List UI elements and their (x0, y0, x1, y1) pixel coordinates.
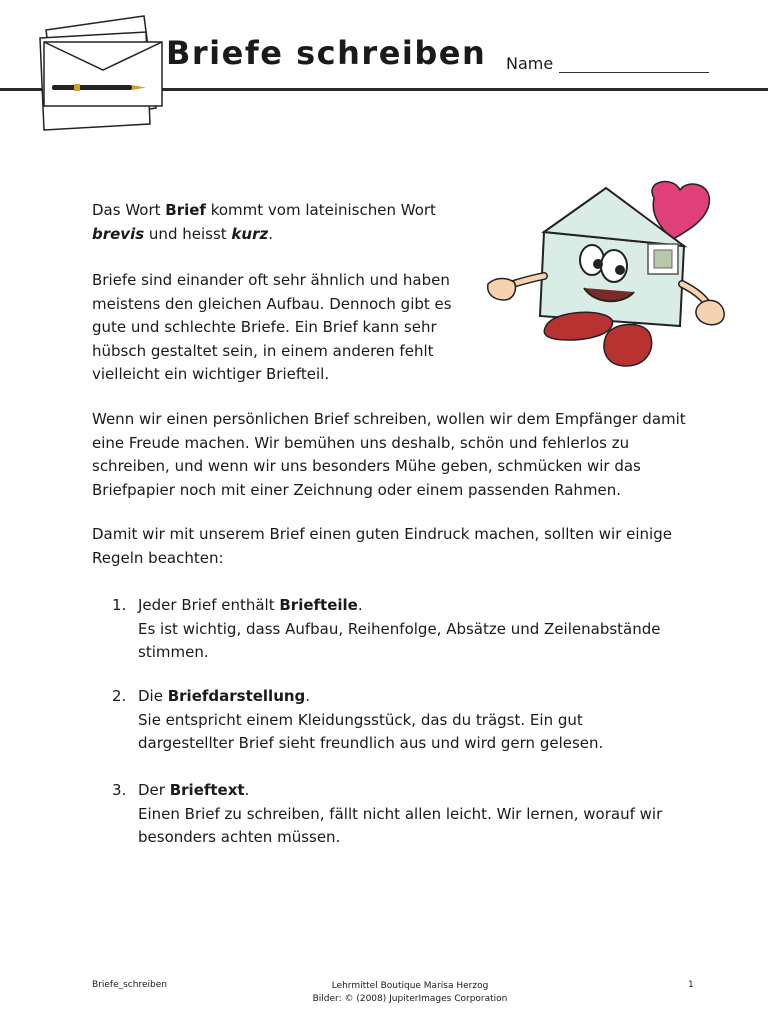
intro-text-1: Das Wort (92, 201, 166, 219)
name-input-line[interactable] (559, 57, 709, 73)
page-number: 1 (688, 980, 694, 990)
footer-credit-images: Bilder: © (2008) JupiterImages Corporation (312, 994, 508, 1004)
name-field[interactable] (506, 54, 709, 73)
list-item-term: Briefdarstellung (167, 687, 306, 705)
list-item-suffix: . (244, 781, 250, 799)
term-brevis: brevis (92, 224, 145, 243)
list-number: 2. (112, 687, 127, 705)
term-brief: Brief (165, 201, 206, 219)
list-item-description: Einen Brief zu schreiben, fällt nicht allen leicht. Wir lernen, worauf wir besonders achten müssen. (138, 804, 663, 846)
list-item-term: Brieftext (169, 781, 245, 799)
page-title: Briefe schreiben (166, 34, 487, 72)
intro-text-4: . (268, 224, 273, 243)
list-item-description: Sie entspricht einem Kleidungsstück, das du trägst. Ein gut dargestellter Brief sieht freundlich aus und wird gern gelesen. (138, 710, 604, 752)
term-kurz: kurz (231, 224, 269, 243)
intro-text-2: kommt vom lateinischen Wort (205, 201, 436, 219)
intro-paragraph (92, 199, 452, 246)
list-item-term: Briefteile (279, 596, 358, 614)
list-item-suffix: . (305, 687, 311, 705)
name-label: Name (506, 54, 554, 73)
footer-filename: Briefe_schreiben (92, 980, 167, 990)
envelope-mascot-illustration (484, 176, 732, 372)
list-item-description: Es ist wichtig, dass Aufbau, Reihenfolge, Absätze und Zeilenabstände stimmen. (138, 619, 661, 661)
footer-credits (250, 980, 570, 1006)
footer-credit-publisher: Lehrmittel Boutique Marisa Herzog (331, 981, 489, 991)
list-item-body (138, 779, 668, 850)
envelope-with-pen-icon (34, 12, 170, 134)
paragraph-3: Wenn wir einen persönlichen Brief schreiben, wollen wir dem Empfänger damit eine Freude machen. Wir bemühen uns deshalb, schön und fehlerlos zu schreiben, und wenn wir uns besonders Mühe geben, schmücken wir das Briefpapier noch mit einer Zeichnung oder einem passenden Rahmen. (92, 410, 686, 499)
list-number: 1. (112, 596, 127, 614)
list-item-body (138, 594, 668, 665)
list-item-prefix: Jeder Brief enthält (138, 596, 280, 614)
list-item-prefix: Die (138, 687, 168, 705)
intro-text-3: und heisst (144, 224, 232, 243)
list-item-prefix: Der (138, 781, 170, 799)
paragraph-2: Briefe sind einander oft sehr ähnlich und haben meistens den gleichen Aufbau. Dennoch gibt es gute und schlechte Briefe. Ein Brief kann sehr hübsch gestaltet sein, in einem anderen fehlt vielleicht ein wichtiger Briefteil. (92, 271, 452, 383)
list-item-suffix: . (357, 596, 363, 614)
list-item-body (138, 685, 668, 756)
list-number: 3. (112, 781, 127, 799)
paragraph-4: Damit wir mit unserem Brief einen guten Eindruck machen, sollten wir einige Regeln beachten: (92, 525, 672, 567)
